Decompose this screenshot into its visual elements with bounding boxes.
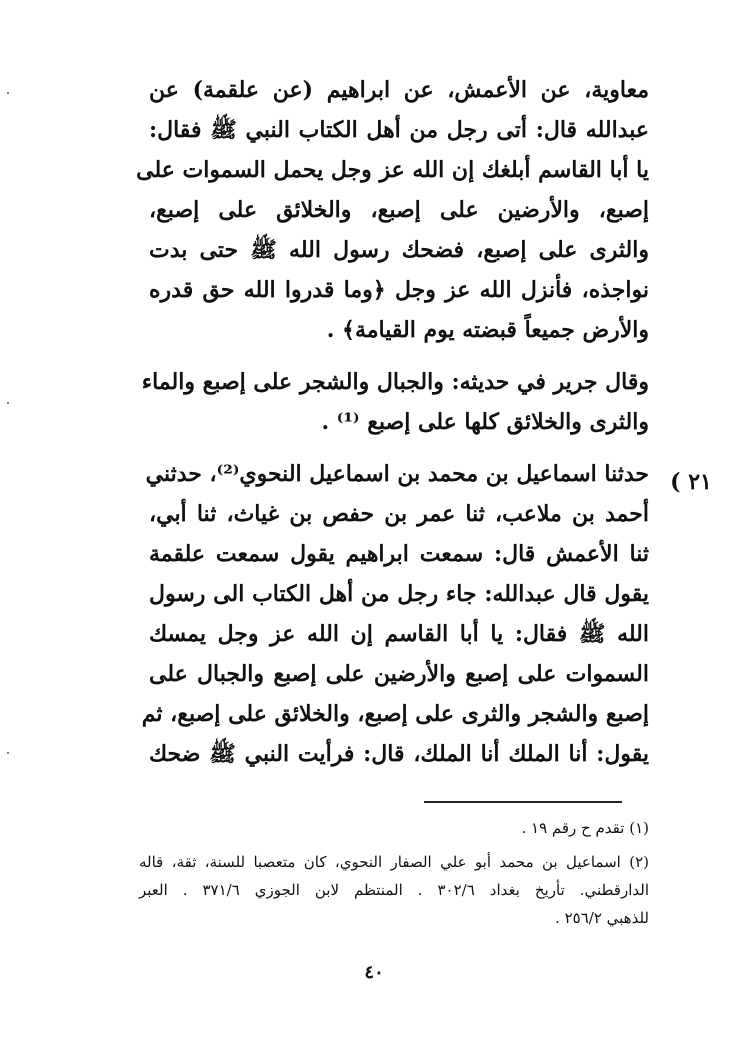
- text-line: يا أبا القاسم أبلغك إن الله عز وجل يحمل السموات على: [136, 157, 649, 183]
- text-line: يقول قال عبدالله: جاء رجل من أهل الكتاب الى رسول: [149, 581, 649, 607]
- footnote-divider: [424, 801, 622, 803]
- scan-speck: [7, 92, 9, 94]
- text-line: عبدالله قال: أتى رجل من أهل الكتاب النبي ﷺ فقال:: [149, 117, 649, 143]
- text-line: والثرى على إصبع، فضحك رسول الله ﷺ حتى بدت: [149, 237, 649, 263]
- footnote-1: (١) تقدم ح رقم ١٩ .: [521, 819, 649, 837]
- footnotes-block: [139, 814, 649, 932]
- text-line: الله ﷺ فقال: يا أبا القاسم إن الله عز وجل يمسك: [149, 621, 649, 647]
- paragraph-3: [141, 454, 649, 774]
- text-line: معاوية، عن الأعمش، عن ابراهيم (عن علقمة) عن: [149, 77, 649, 103]
- footnote-line: الدارقطني. تأريخ بغداد ٣٠٢/٦ . المنتظم لابن الجوزي ٣٧١/٦ . العبر: [139, 881, 649, 899]
- text-line: حدثنا اسماعيل بن محمد بن اسماعيل النحوي⁽²⁾، حدثني: [145, 461, 649, 487]
- footnote-2: [139, 848, 649, 932]
- paragraph-gap: [149, 442, 649, 454]
- main-text-block: [136, 70, 649, 774]
- hadith-number: ٢١ ): [670, 469, 712, 495]
- footnote-line: (٢) اسماعيل بن محمد أبو علي الصفار النحوي، كان متعصبا للسنة، ثقة، قاله: [139, 853, 649, 871]
- text-line: والثرى والخلائق كلها على إصبع ⁽¹⁾ .: [321, 409, 649, 435]
- text-line: نواجذه، فأنزل الله عز وجل ﴿وما قدروا الله حق قدره: [149, 277, 649, 303]
- footnote-line: للذهبي ٢٥٦/٢ .: [555, 909, 649, 927]
- page-number: ٤٠: [364, 962, 384, 983]
- text-line: إصبع والشجر والثرى على إصبع، والخلائق على إصبع، ثم: [141, 701, 649, 727]
- text-line: إصبع، والأرضين على إصبع، والخلائق على إصبع،: [149, 197, 649, 223]
- text-line: يقول: أنا الملك أنا الملك، قال: فرأيت النبي ﷺ ضحك: [149, 741, 649, 767]
- scan-speck: [7, 402, 9, 404]
- text-line: السموات على إصبع والأرضين على إصبع والجبال على: [149, 661, 649, 687]
- text-line: وقال جرير في حديثه: والجبال والشجر على إصبع والماء: [141, 369, 649, 395]
- scan-speck: [7, 752, 9, 754]
- paragraph-1: [136, 70, 649, 350]
- text-line: أحمد بن ملاعب، ثنا عمر بن حفص بن غياث، ثنا أبي،: [149, 501, 649, 527]
- paragraph-2: [141, 362, 649, 442]
- text-line: ثنا الأعمش قال: سمعت ابراهيم يقول سمعت علقمة: [149, 541, 649, 567]
- text-line: والأرض جميعاً قبضته يوم القيامة﴾ .: [326, 317, 649, 343]
- paragraph-gap: [149, 350, 649, 362]
